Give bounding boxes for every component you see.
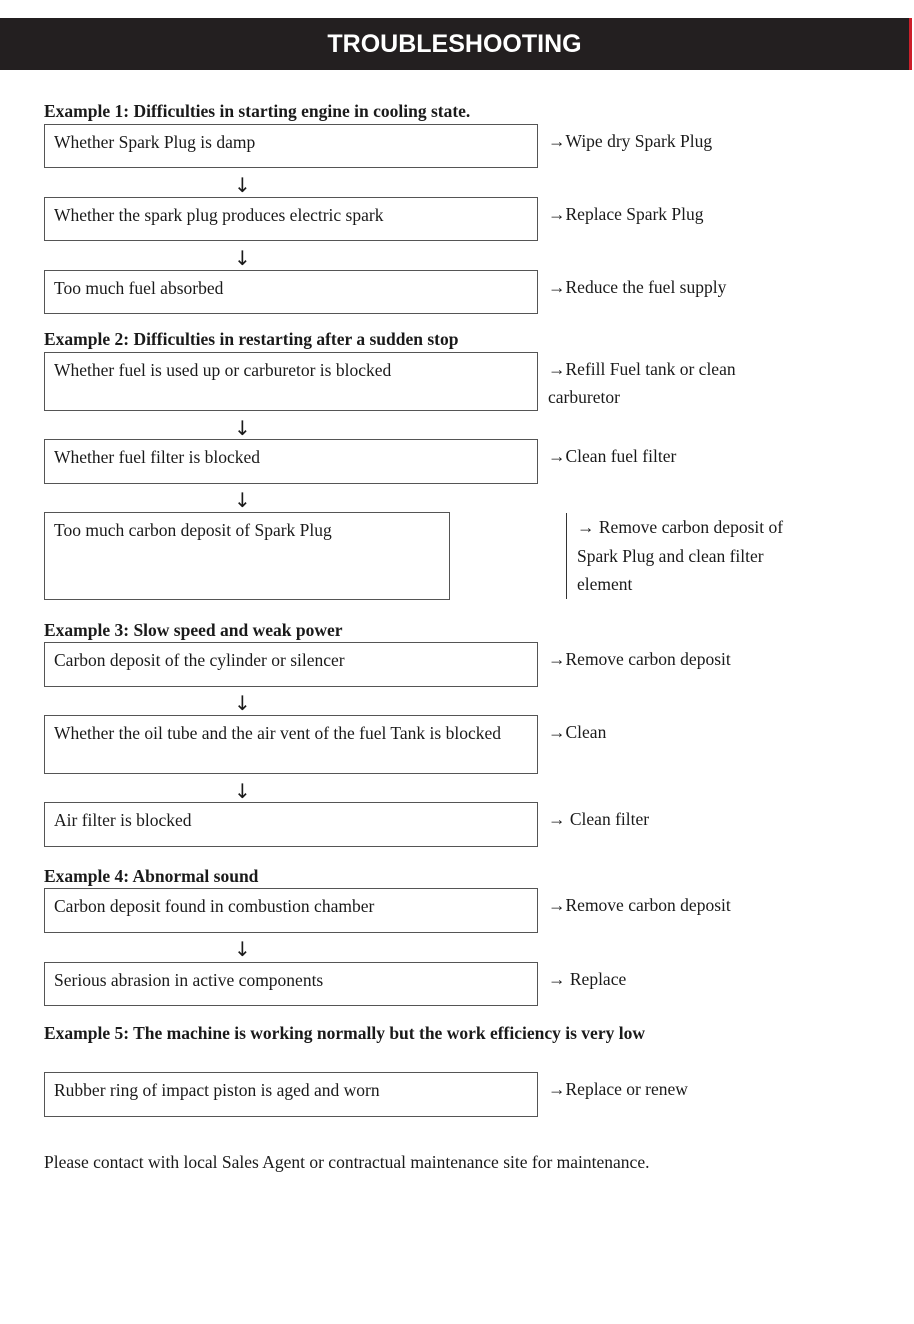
flow-arrow-icon: ↓ [234,173,251,197]
example-1-heading: Example 1: Difficulties in starting engine in cooling state. [44,101,471,121]
example-2-action-3: → Remove carbon deposit of Spark Plug and clean filter element [566,513,792,599]
example-5-check-1: Rubber ring of impact piston is aged and worn [44,1072,538,1117]
example-2-check-2: Whether fuel filter is blocked [44,439,538,484]
example-4-action-2: → Replace [548,969,627,989]
flow-arrow-icon: ↓ [234,691,251,715]
example-3-action-2: →Clean [548,722,607,742]
flow-arrow-icon: ↓ [234,416,251,440]
example-4-check-2: Serious abrasion in active components [44,962,538,1006]
example-1-action-3: →Reduce the fuel supply [548,277,727,297]
example-2-check-3: Too much carbon deposit of Spark Plug [44,512,450,600]
example-3-action-3: → Clean filter [548,809,650,829]
example-4-heading: Example 4: Abnormal sound [44,866,259,886]
flow-arrow-icon: ↓ [234,937,251,961]
example-1-check-2: Whether the spark plug produces electric spark [44,197,538,241]
example-2-heading: Example 2: Difficulties in restarting after a sudden stop [44,329,459,349]
page-title: TROUBLESHOOTING [0,18,912,70]
example-3-check-2: Whether the oil tube and the air vent of the fuel Tank is blocked [44,715,538,774]
example-2-action-2: →Clean fuel filter [548,446,677,466]
flow-arrow-icon: ↓ [234,488,251,512]
example-3-check-3: Air filter is blocked [44,802,538,847]
example-4-action-1: →Remove carbon deposit [548,895,731,915]
contact-note: Please contact with local Sales Agent or contractual maintenance site for maintenance. [44,1152,650,1172]
example-5-action-1: →Replace or renew [548,1079,688,1099]
example-2-check-1: Whether fuel is used up or carburetor is blocked [44,352,538,411]
example-1-action-1: →Wipe dry Spark Plug [548,131,713,151]
example-3-action-1: →Remove carbon deposit [548,649,731,669]
example-1-check-1: Whether Spark Plug is damp [44,124,538,168]
flow-arrow-icon: ↓ [234,246,251,270]
example-1-action-2: →Replace Spark Plug [548,204,704,224]
example-3-check-1: Carbon deposit of the cylinder or silencer [44,642,538,687]
example-1-check-3: Too much fuel absorbed [44,270,538,314]
example-5-heading: Example 5: The machine is working normally but the work efficiency is very low [44,1023,645,1043]
example-2-action-1: →Refill Fuel tank or clean carburetor [548,359,736,407]
flow-arrow-icon: ↓ [234,779,251,803]
example-4-check-1: Carbon deposit found in combustion chamber [44,888,538,933]
example-3-heading: Example 3: Slow speed and weak power [44,620,343,640]
